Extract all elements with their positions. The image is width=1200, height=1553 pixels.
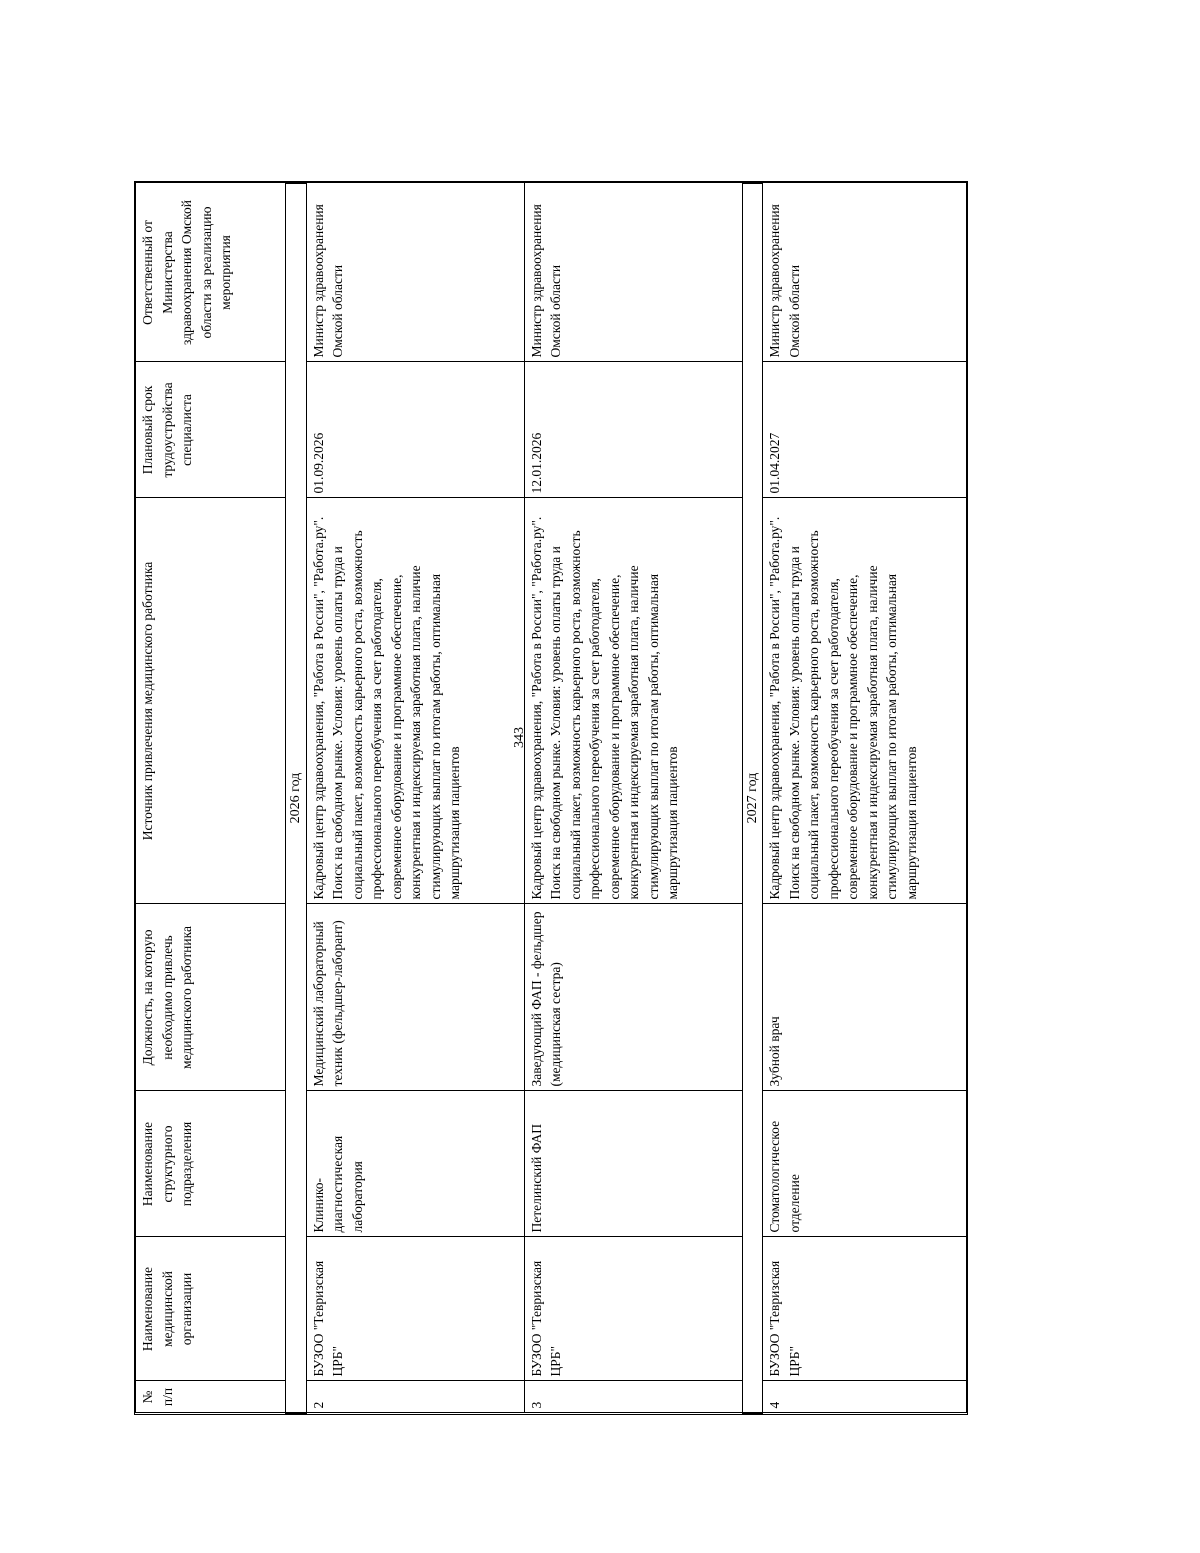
- year-label-2027: 2027 год: [742, 183, 763, 1413]
- row-position: Зубной врач: [763, 904, 967, 1091]
- table-row: [763, 183, 967, 1413]
- row-position: Заведующий ФАП - фельдшер (медицинская сестра): [524, 904, 742, 1091]
- header-row: [136, 183, 286, 1413]
- header-date: Плановый срок трудоустройства специалиста: [136, 362, 286, 498]
- row-num: 4: [763, 1381, 967, 1413]
- rotated-table-container: [135, 184, 965, 1414]
- table-row: [524, 183, 742, 1413]
- header-num: № п/п: [136, 1381, 286, 1413]
- header-org: Наименование медицинской организации: [136, 1237, 286, 1381]
- header-responsible: Ответственный от Министерства здравоохранения Омской области за реализацию мероприятия: [136, 183, 286, 362]
- table-row: [306, 183, 524, 1413]
- row-date: 01.04.2027: [763, 362, 967, 498]
- row-source: Кадровый центр здравоохранения, "Работа в России", "Работа.ру". Поиск на свободном рынке. Условия: уровень оплаты труда и социальный пакет, возможность карьерного роста, возможность профессионального переобучения за счет работодателя, современное оборудование и программное обеспечение, конкурентная и индексируемая заработная плата, наличие стимулирующих выплат по итогам работы, оптимальная маршрутизация пациентов: [763, 498, 967, 904]
- row-org: БУЗОО "Тевризская ЦРБ": [524, 1237, 742, 1381]
- year-row-2026: [286, 183, 307, 1413]
- row-source: Кадровый центр здравоохранения, "Работа в России", "Работа.ру". Поиск на свободном рынке. Условия: уровень оплаты труда и социальный пакет, возможность карьерного роста, возможность профессионального переобучения за счет работодателя, современное оборудование и программное обеспечение, конкурентная и индексируемая заработная плата, наличие стимулирующих выплат по итогам работы, оптимальная маршрутизация пациентов: [306, 498, 524, 904]
- row-source: Кадровый центр здравоохранения, "Работа в России", "Работа.ру". Поиск на свободном рынке. Условия: уровень оплаты труда и социальный пакет, возможность карьерного роста, возможность профессионального переобучения за счет работодателя, современное оборудование и программное обеспечение, конкурентная и индексируемая заработная плата, наличие стимулирующих выплат по итогам работы, оптимальная маршрутизация пациентов: [524, 498, 742, 904]
- row-unit: Петелинский ФАП: [524, 1091, 742, 1237]
- row-num: 3: [524, 1381, 742, 1413]
- row-responsible: Министр здравоохранения Омской области: [306, 183, 524, 362]
- row-num: 2: [306, 1381, 524, 1413]
- row-org: БУЗОО "Тевризская ЦРБ": [306, 1237, 524, 1381]
- page-number: 343: [512, 727, 527, 748]
- row-date: 12.01.2026: [524, 362, 742, 498]
- header-source: Источник привлечения медицинского работника: [136, 498, 286, 904]
- row-unit: Клинико-диагностическая лаборатория: [306, 1091, 524, 1237]
- row-responsible: Министр здравоохранения Омской области: [524, 183, 742, 362]
- row-unit: Стоматологическое отделение: [763, 1091, 967, 1237]
- row-position: Медицинский лабораторный техник (фельдшер-лаборант): [306, 904, 524, 1091]
- year-row-2027: [742, 183, 763, 1413]
- header-position: Должность, на которую необходимо привлечь медицинского работника: [136, 904, 286, 1091]
- row-date: 01.09.2026: [306, 362, 524, 498]
- year-label-2026: 2026 год: [286, 183, 307, 1413]
- staffing-table: [135, 182, 967, 1414]
- row-org: БУЗОО "Тевризская ЦРБ": [763, 1237, 967, 1381]
- row-responsible: Министр здравоохранения Омской области: [763, 183, 967, 362]
- header-unit: Наименование структурного подразделения: [136, 1091, 286, 1237]
